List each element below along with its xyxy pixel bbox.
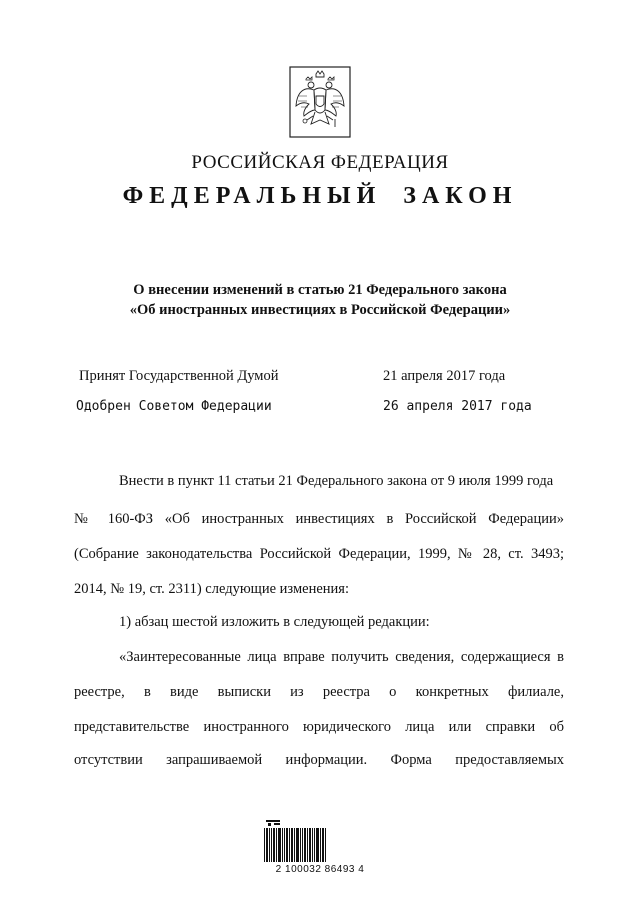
law-type-word2: ЗАКОН [403,183,518,209]
document-type-heading [0,183,640,210]
body-line: 1) абзац шестой изложить в следующей редакции: [119,614,430,630]
body-line: (Собрание законодательства Российской Федерации, 1999, № 28, ст. 3493; [74,546,564,562]
body-line: № 160-ФЗ «Об иностранных инвестициях в Российской Федерации» [74,511,564,527]
duma-adoption-date: 21 апреля 2017 года [383,368,506,384]
body-line: Внести в пункт 11 статьи 21 Федерального закона от 9 июля 1999 года [119,473,554,489]
body-line: отсутствии запрашиваемой информации. Форма предоставляемых [74,752,564,768]
coat-of-arms-emblem [289,66,351,138]
law-title-line2: «Об иностранных инвестициях в Российской Федерации» [129,302,511,318]
council-approval-label: Одобрен Советом Федерации [76,399,272,414]
law-type-word1: ФЕДЕРАЛЬНЫЙ [122,183,382,209]
body-line: реестре, в виде выписки из реестра о конкретных филиале, [74,684,564,700]
law-title [0,280,640,320]
council-approval-date: 26 апреля 2017 года [383,399,532,414]
body-line: 2014, № 19, ст. 2311) следующие изменения: [74,581,349,597]
barcode-number: 2 100032 86493 4 [275,864,365,875]
barcode-image [264,820,326,862]
law-title-line1: О внесении изменений в статью 21 Федерального закона [133,282,507,298]
body-line: представительстве иностранного юридического лица или справки об [74,719,564,735]
body-line: «Заинтересованные лица вправе получить сведения, содержащиеся в [119,649,564,665]
duma-adoption-label: Принят Государственной Думой [79,368,279,384]
country-heading: РОССИЙСКАЯ ФЕДЕРАЦИЯ [191,152,449,173]
